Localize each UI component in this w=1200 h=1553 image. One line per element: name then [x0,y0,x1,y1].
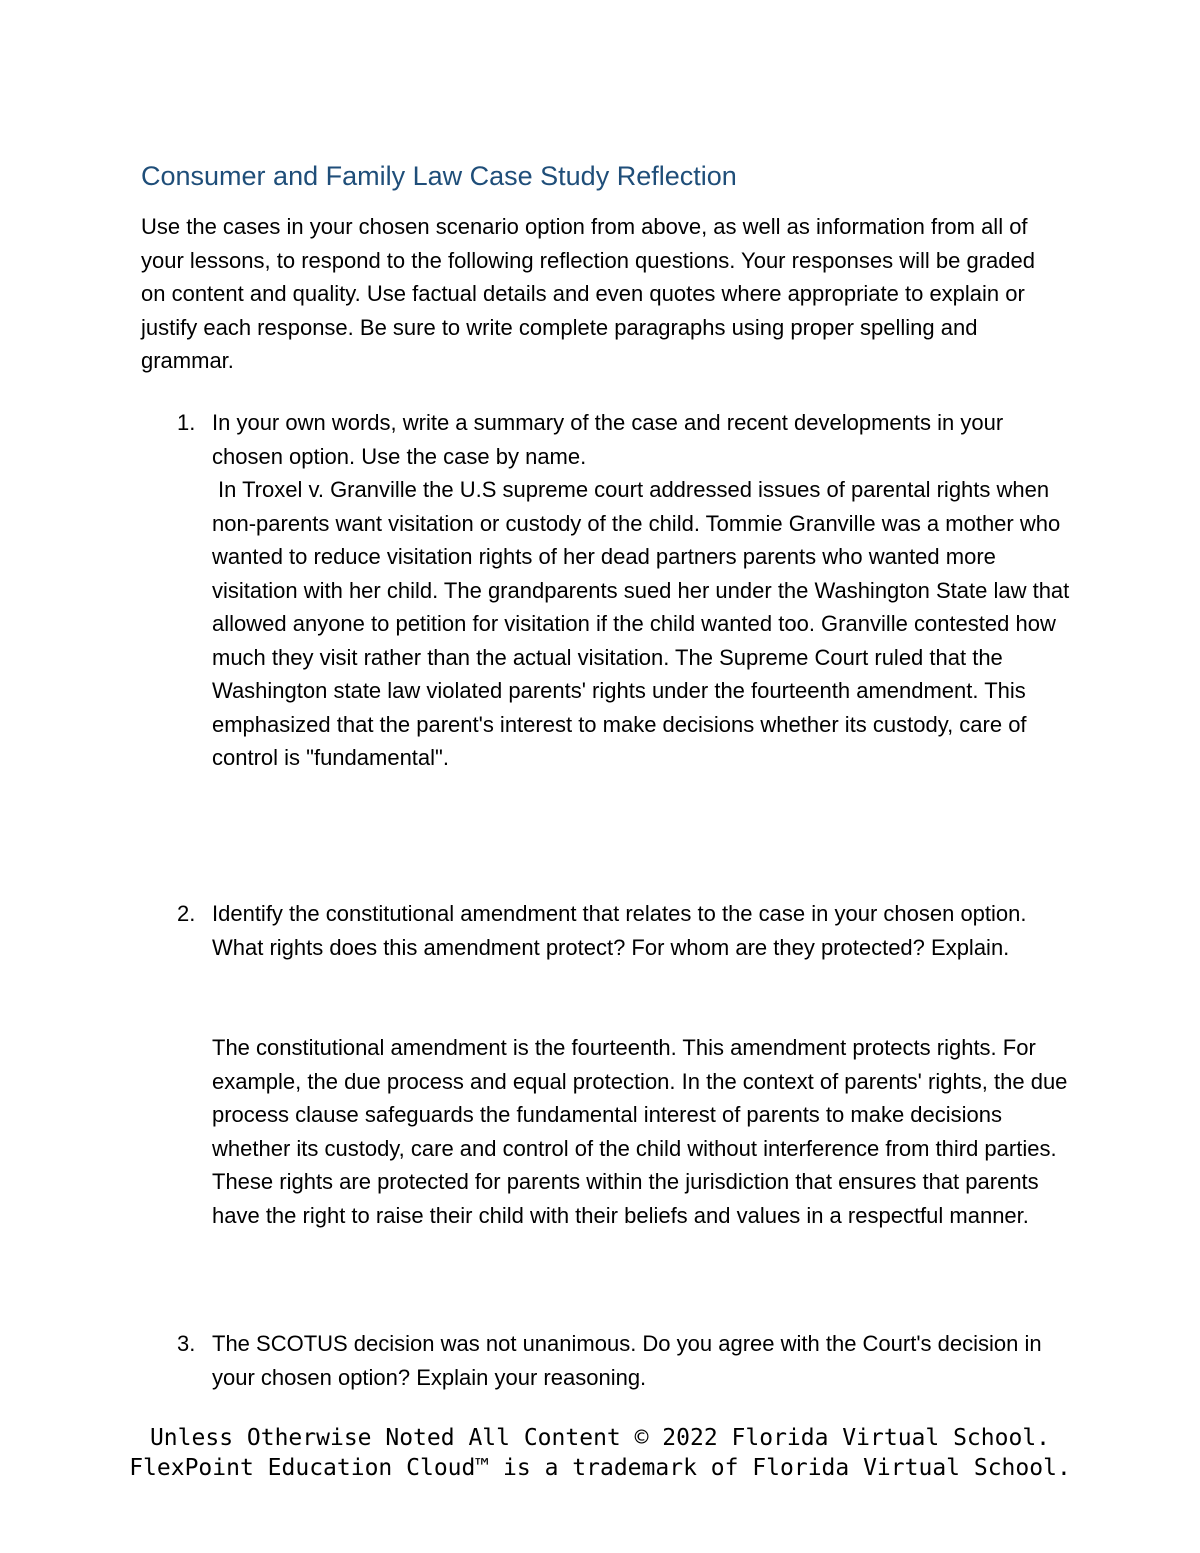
intro-paragraph: Use the cases in your chosen scenario option from above, as well as information from all of your lessons, to respond to the following reflection questions. Your responses will be graded on content and quality. Use factual details and even quotes where appropriate to explain or justify each response. Be sure to write complete paragraphs using proper spelling and grammar. [141,214,1035,373]
question-3-prompt: The SCOTUS decision was not unanimous. Do you agree with the Court's decision in your chosen option? Explain your reasoning. [212,1331,1042,1390]
answer-1: In Troxel v. Granville the U.S supreme court addressed issues of parental rights when non-parents want visitation or custody of the child. Tommie Granville was a mother who wanted to reduce visitation rights of her dead partners parents who wanted more visitation with her child. The grandparents sued her under the Washington State law that allowed anyone to petition for visitation if the child wanted too. Granville contested how much they visit rather than the actual visitation. The Supreme Court ruled that the Washington state law violated parents' rights under the fourteenth amendment. This emphasized that the parent's interest to make decisions whether its custody, care of control is "fundamental". [212,477,1070,770]
question-1-number: 1. [177,410,196,435]
footer-trademark: FlexPoint Education Cloud™ is a trademark of Florida Virtual School. [129,1455,1071,1481]
question-2-prompt: Identify the constitutional amendment that relates to the case in your chosen option. What rights does this amendment protect? For whom are they protected? Explain. [212,901,1027,960]
question-2-number: 2. [177,901,196,926]
footer-copyright: Unless Otherwise Noted All Content © 2022 Florida Virtual School. [149,1425,1051,1451]
question-1-prompt: In your own words, write a summary of the case and recent developments in your chosen option. Use the case by name. [212,410,1004,469]
answer-2: The constitutional amendment is the fourteenth. This amendment protects rights. For example, the due process and equal protection. In the context of parents' rights, the due process clause safeguards the fundamental interest of parents to make decisions whether its custody, care and control of the child without interference from third parties. These rights are protected for parents within the jurisdiction that ensures that parents have the right to raise their child with their beliefs and values in a respectful manner. [212,1035,1068,1228]
page-title: Consumer and Family Law Case Study Reflection [141,161,737,191]
question-3-number: 3. [177,1331,196,1356]
